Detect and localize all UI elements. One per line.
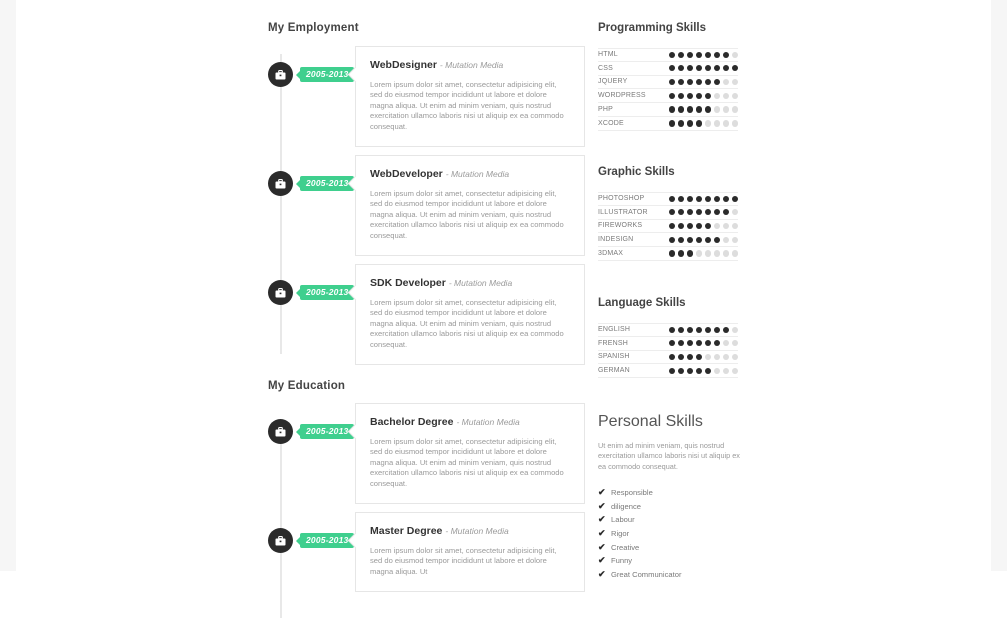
briefcase-icon [268,62,293,87]
rating-dot-filled [714,237,721,244]
rating-dot-filled [669,93,676,100]
rating-dot-filled [732,65,739,72]
personal-skill-item [598,540,743,554]
rating-dot-filled [687,223,694,230]
entry-company: - Mutation Media [445,169,510,179]
graphic-skill-row [598,206,738,220]
personal-skill-item [598,567,743,581]
rating-dot-filled [714,196,721,203]
employment-section-title: My Employment [268,22,359,34]
rating-dot-empty [723,250,730,257]
briefcase-icon [268,280,293,305]
rating-dot-filled [678,209,685,216]
rating-dot-filled [678,79,685,86]
skill-rating-dots [669,327,739,334]
entry-company: - Mutation Media [448,278,513,288]
programming-skill-row [598,76,738,90]
rating-dot-filled [696,237,703,244]
rating-dot-filled [714,340,721,347]
skill-name: PHP [598,106,613,114]
programming-skill-row [598,117,738,131]
briefcase-icon [268,528,293,553]
personal-skill-item [598,486,743,500]
personal-skills-title: Personal Skills [598,413,703,430]
entry-role [370,277,570,289]
skill-name: FRENSH [598,339,628,347]
rating-dot-empty [723,237,730,244]
rating-dot-filled [696,93,703,100]
rating-dot-empty [723,223,730,230]
rating-dot-filled [678,196,685,203]
rating-dot-filled [678,223,685,230]
skill-rating-dots [669,93,739,100]
rating-dot-filled [705,196,712,203]
rating-dot-filled [696,368,703,375]
entry-date-badge: 2005-2013 [300,424,354,439]
rating-dot-filled [696,196,703,203]
entry-date-badge: 2005-2013 [300,533,354,548]
rating-dot-filled [669,368,676,375]
skill-rating-dots [669,52,739,59]
skill-rating-dots [669,79,739,86]
check-icon: ✔ [598,541,606,552]
briefcase-icon [268,171,293,196]
entry-description: Lorem ipsum dolor sit amet, consectetur adipisicing elit, sed do eiusmod tempor incididunt ut labore et dolore magna aliqua. Ut enim ad minim veniam, quis nostrud exercitation ullamco laboris nisi ut aliquip ex ea commodo consequat. [370,298,564,349]
graphic-skill-row [598,192,738,206]
check-icon: ✔ [598,527,606,538]
entry-company: - Mutation Media [456,417,520,427]
graphic-skill-row [598,233,738,247]
rating-dot-filled [687,52,694,59]
rating-dot-filled [669,237,676,244]
entry-date-badge: 2005-2013 [300,285,354,300]
graphic-skills-block [598,166,738,261]
rating-dot-filled [696,120,703,127]
rating-dot-filled [678,340,685,347]
personal-skill-label: Creative [611,542,640,552]
graphic-skills-title: Graphic Skills [598,166,675,178]
rating-dot-filled [687,354,694,361]
entry-role [370,168,570,180]
rating-dot-filled [669,120,676,127]
rating-dot-empty [705,250,712,257]
language-skill-row [598,351,738,365]
page-gutter-left [0,0,16,571]
rating-dot-empty [714,223,721,230]
rating-dot-filled [678,106,685,113]
skill-rating-dots [669,120,739,127]
check-icon: ✔ [598,500,606,511]
personal-skills-intro: Ut enim ad minim veniam, quis nostrud exercitation ullamco laboris nisi ut aliquip ex ea commodo consequat. [598,441,740,471]
rating-dot-filled [687,196,694,203]
entry-card [355,512,585,592]
rating-dot-filled [678,93,685,100]
rating-dot-filled [696,65,703,72]
entry-role-text: SDK Developer [370,277,446,289]
rating-dot-filled [705,209,712,216]
rating-dot-filled [705,93,712,100]
rating-dot-filled [687,250,694,257]
rating-dot-filled [705,65,712,72]
personal-skills-list [598,486,743,581]
check-icon: ✔ [598,555,606,566]
personal-skill-item [598,527,743,541]
skill-name: 3DMAX [598,250,624,258]
personal-skill-item [598,554,743,568]
programming-skill-row [598,48,738,62]
rating-dot-empty [723,106,730,113]
rating-dot-empty [732,93,739,100]
graphic-skill-row [598,220,738,234]
skill-name: PHOTOSHOP [598,195,645,203]
rating-dot-filled [696,209,703,216]
entry-role-text: WebDesigner [370,59,437,71]
entry-date-badge: 2005-2013 [300,176,354,191]
skill-name: CSS [598,64,613,72]
rating-dot-filled [687,368,694,375]
skill-name: ENGLISH [598,326,631,334]
rating-dot-filled [687,120,694,127]
page-gutter-right [991,0,1007,571]
rating-dot-empty [723,368,730,375]
skill-name: ILLUSTRATOR [598,208,648,216]
graphic-skill-rows [598,192,738,261]
skill-rating-dots [669,209,739,216]
rating-dot-empty [705,120,712,127]
skill-rating-dots [669,223,739,230]
entry-role [370,59,570,71]
rating-dot-filled [696,223,703,230]
rating-dot-empty [723,79,730,86]
rating-dot-filled [687,93,694,100]
entry-role-text: WebDeveloper [370,168,443,180]
skill-name: SPANISH [598,353,630,361]
skill-name: GERMAN [598,367,630,375]
rating-dot-filled [714,79,721,86]
rating-dot-filled [669,196,676,203]
language-skills-block [598,297,738,378]
rating-dot-filled [723,209,730,216]
rating-dot-empty [732,209,739,216]
rating-dot-filled [669,223,676,230]
rating-dot-filled [678,354,685,361]
rating-dot-empty [732,79,739,86]
entry-card [355,155,585,256]
rating-dot-filled [714,52,721,59]
skill-rating-dots [669,340,739,347]
rating-dot-filled [669,354,676,361]
entry-card [355,264,585,365]
rating-dot-filled [705,223,712,230]
rating-dot-filled [678,368,685,375]
personal-skill-item [598,499,743,513]
rating-dot-empty [732,250,739,257]
entry-role-text: Bachelor Degree [370,416,454,428]
skill-rating-dots [669,106,739,113]
skill-name: HTML [598,51,618,59]
entry-description: Lorem ipsum dolor sit amet, consectetur adipisicing elit, sed do eiusmod tempor incididunt ut labore et dolore magna aliqua. Ut enim ad minim veniam, quis nostrud exercitation ullamco laboris nisi ut aliquip ex ea commodo consequat. [370,437,564,488]
graphic-skill-row [598,247,738,261]
rating-dot-filled [732,196,739,203]
programming-skill-row [598,89,738,103]
rating-dot-empty [723,93,730,100]
rating-dot-filled [696,340,703,347]
programming-skill-row [598,62,738,76]
rating-dot-filled [705,327,712,334]
rating-dot-filled [669,106,676,113]
rating-dot-filled [669,340,676,347]
entry-description: Lorem ipsum dolor sit amet, consectetur adipisicing elit, sed do eiusmod tempor incididunt ut labore et dolore magna aliqua. Ut enim ad minim veniam, quis nostrud exercitation ullamco laboris nisi ut aliquip ex ea commodo consequat. [370,189,564,240]
rating-dot-filled [714,65,721,72]
skill-rating-dots [669,354,739,361]
skill-rating-dots [669,250,739,257]
rating-dot-empty [732,368,739,375]
rating-dot-filled [678,250,685,257]
rating-dot-filled [705,340,712,347]
rating-dot-filled [705,106,712,113]
rating-dot-empty [732,106,739,113]
rating-dot-filled [678,52,685,59]
rating-dot-filled [696,327,703,334]
briefcase-icon [268,419,293,444]
entry-card [355,403,585,504]
rating-dot-empty [714,250,721,257]
rating-dot-filled [678,65,685,72]
rating-dot-filled [678,237,685,244]
language-skill-rows [598,323,738,378]
entry-role [370,416,570,428]
timeline-line-employment [280,54,282,354]
rating-dot-empty [705,354,712,361]
rating-dot-empty [714,354,721,361]
entry-company: - Mutation Media [439,60,504,70]
skill-name: WORDPRESS [598,92,646,100]
rating-dot-empty [732,237,739,244]
skill-rating-dots [669,368,739,375]
rating-dot-filled [669,79,676,86]
language-skill-row [598,323,738,337]
rating-dot-empty [696,250,703,257]
rating-dot-filled [687,65,694,72]
programming-skill-rows [598,48,738,131]
rating-dot-empty [732,340,739,347]
rating-dot-filled [705,237,712,244]
rating-dot-filled [687,340,694,347]
personal-skill-item [598,513,743,527]
skill-name: XCODE [598,119,624,127]
language-skill-row [598,364,738,378]
rating-dot-filled [669,327,676,334]
rating-dot-filled [705,79,712,86]
rating-dot-filled [696,52,703,59]
education-section-title: My Education [268,380,346,392]
entry-company: - Mutation Media [445,526,509,536]
skill-name: INDESIGN [598,236,634,244]
check-icon: ✔ [598,514,606,525]
rating-dot-filled [696,79,703,86]
language-skill-row [598,337,738,351]
personal-skill-label: Labour [611,515,635,525]
programming-skill-row [598,103,738,117]
rating-dot-empty [723,354,730,361]
rating-dot-filled [723,196,730,203]
programming-skills-title: Programming Skills [598,22,707,34]
skill-name: JQUERY [598,78,628,86]
rating-dot-empty [714,368,721,375]
entry-description: Lorem ipsum dolor sit amet, consectetur adipisicing elit, sed do eiusmod tempor incididunt ut labore et dolore magna aliqua. Ut enim ad minim veniam, quis nostrud exercitation ullamco laboris nisi ut aliquip ex ea commodo consequat. [370,80,564,131]
rating-dot-empty [723,340,730,347]
skill-name: FIREWORKS [598,222,643,230]
personal-skill-label: Responsible [611,488,653,498]
rating-dot-filled [705,368,712,375]
rating-dot-empty [732,223,739,230]
rating-dot-filled [687,327,694,334]
rating-dot-filled [696,354,703,361]
personal-skills-block [598,413,743,581]
entry-date-badge: 2005-2013 [300,67,354,82]
rating-dot-filled [723,65,730,72]
rating-dot-empty [732,52,739,59]
rating-dot-filled [714,209,721,216]
rating-dot-filled [696,106,703,113]
rating-dot-empty [714,106,721,113]
rating-dot-empty [732,327,739,334]
skill-rating-dots [669,65,739,72]
skill-rating-dots [669,196,739,203]
rating-dot-filled [669,250,676,257]
personal-skill-label: Great Communicator [611,569,682,579]
check-icon: ✔ [598,487,606,498]
rating-dot-filled [669,65,676,72]
personal-skill-label: Funny [611,556,633,566]
programming-skills-block [598,22,738,131]
rating-dot-filled [687,209,694,216]
language-skills-title: Language Skills [598,297,686,309]
rating-dot-filled [714,327,721,334]
rating-dot-filled [669,52,676,59]
rating-dot-filled [687,79,694,86]
entry-role [370,525,570,537]
rating-dot-empty [732,120,739,127]
check-icon: ✔ [598,568,606,579]
skill-rating-dots [669,237,739,244]
rating-dot-filled [678,327,685,334]
entry-description: Lorem ipsum dolor sit amet, consectetur adipisicing elit, sed do eiusmod tempor incididunt ut labore et dolore magna aliqua. Ut [370,546,557,576]
entry-role-text: Master Degree [370,525,443,537]
rating-dot-empty [732,354,739,361]
rating-dot-filled [678,120,685,127]
rating-dot-empty [714,93,721,100]
rating-dot-filled [723,52,730,59]
rating-dot-filled [687,237,694,244]
entry-card [355,46,585,147]
rating-dot-empty [714,120,721,127]
rating-dot-filled [669,209,676,216]
personal-skill-label: Rigor [611,528,630,538]
rating-dot-filled [705,52,712,59]
rating-dot-filled [723,327,730,334]
personal-skill-label: diligence [611,501,641,511]
rating-dot-filled [687,106,694,113]
rating-dot-empty [723,120,730,127]
